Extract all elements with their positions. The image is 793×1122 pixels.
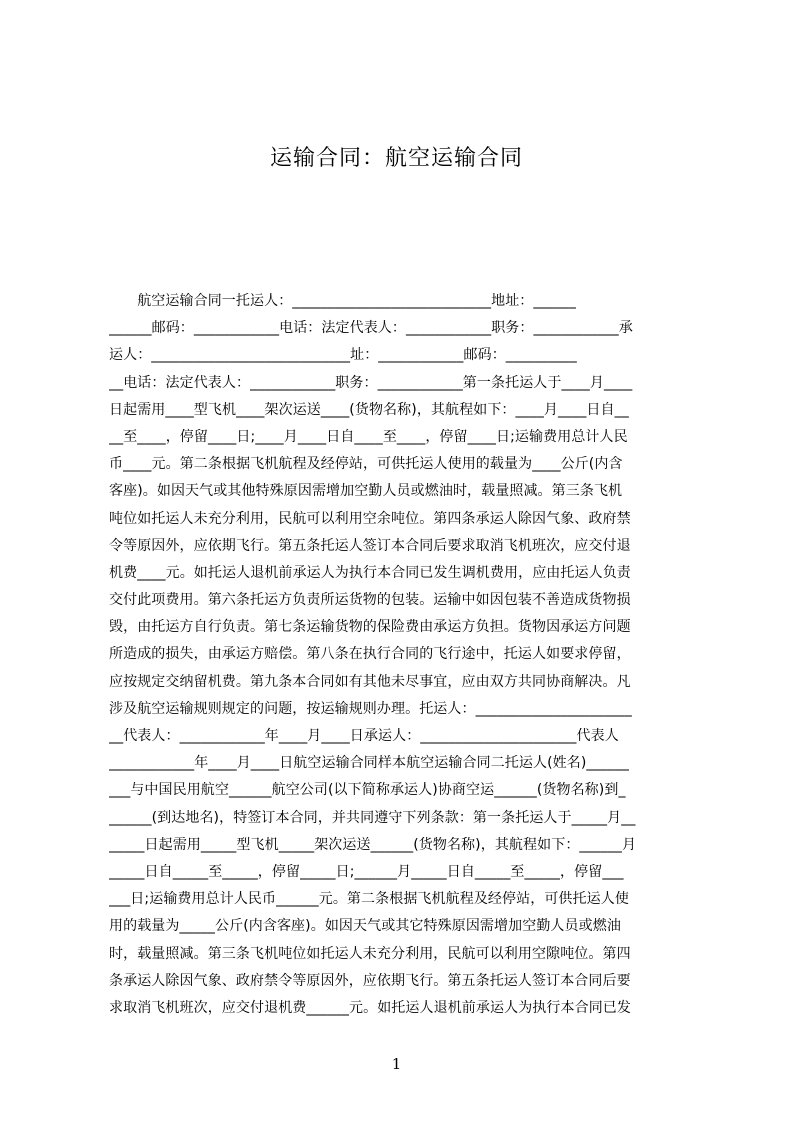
document-title: 运输合同：航空运输合同 bbox=[269, 146, 523, 171]
body-text-line: 条承运人除因气象、政府禁令等原因外，应依期飞行。第五条托运人签订本合同后要 bbox=[109, 972, 631, 989]
body-text-line: 吨位如托运人未充分利用，民航可以利用空余吨位。第四条承运人除因气象、政府禁 bbox=[109, 510, 631, 527]
body-text-line: ___日;运输费用总计人民币______元。第二条根据飞机航程及经停站，可供托运人使 bbox=[109, 891, 629, 908]
body-text-line: 所造成的损失，由承运方赔偿。第八条在执行合同的飞行途中，托运人如要求停留， bbox=[109, 646, 631, 663]
body-text-line: __代表人：____________年____月____日承运人：______________________代表人 bbox=[109, 728, 619, 744]
body-text-line: 日起需用____型飞机____架次运送____(货物名称)，其航程如下：____月____日自__ bbox=[109, 401, 629, 418]
body-text-line: 毁，由托运方自行负责。第七条运输货物的保险费由承运方负担。货物因承运方问题 bbox=[109, 619, 631, 636]
body-text-line: 航空运输合同一托运人：____________________________地址：______ bbox=[109, 293, 576, 309]
body-text-line: 运人：____________________________址：____________邮码：__________ bbox=[109, 347, 577, 364]
body-text-line: 交付此项费用。第六条托运方负责所运货物的包装。运输中如因包装不善造成货物损 bbox=[109, 592, 631, 609]
body-text-line: 时，载量照减。第三条飞机吨位如托运人未充分利用，民航可以利用空隙吨位。第四 bbox=[109, 945, 631, 962]
body-text-line: __至____，停留____日;____月____日自____至____，停留____日;运输费用总计人民 bbox=[109, 428, 628, 445]
body-text-line: ____________年____月____日航空运输合同样本航空运输合同二托运人(姓名)______ bbox=[109, 755, 630, 772]
body-text-line: ______邮码：____________电话：法定代表人：____________职务：____________承 bbox=[109, 320, 633, 337]
body-text-line: ______(到达地名)，特签订本合同，并共同遵守下列条款：第一条托运人于_____月__ bbox=[109, 809, 636, 826]
body-text-line: _____日起需用_____型飞机_____架次运送______(货物名称)，其航程如下：______月 bbox=[109, 836, 637, 853]
body-text-line: 令等原因外，应依期飞行。第五条托运人签订本合同后要求取消飞机班次，应交付退 bbox=[109, 537, 631, 554]
body-text-line: 用的载量为_____公斤(内含客座)。如因天气或其它特殊原因需增加空勤人员或燃油 bbox=[109, 918, 621, 935]
body-text-line: 机费____元。如托运人退机前承运人为执行本合同已发生调机费用，应由托运人负责 bbox=[109, 564, 631, 581]
body-text-line: 币____元。第二条根据飞机航程及经停站，可供托运人使用的载量为____公斤(内含 bbox=[109, 456, 623, 473]
body-text-line: 涉及航空运输规则规定的问题，按运输规则办理。托运人：______________________ bbox=[109, 700, 632, 717]
body-text-line: 求取消飞机班次，应交付退机费______元。如托运人退机前承运人为执行本合同已发 bbox=[109, 999, 631, 1016]
body-text-line: _____日自_____至_____，停留_____日;______月_____日自_____至_____，停留___ bbox=[109, 863, 624, 880]
page-number: 1 bbox=[391, 1055, 402, 1073]
body-text-line: 客座)。如因天气或其他特殊原因需增加空勤人员或燃油时，载量照减。第三条飞机 bbox=[109, 483, 623, 500]
document-body bbox=[109, 288, 699, 1022]
body-text-line: 应按规定交纳留机费。第九条本合同如有其他未尽事宜，应由双方共同协商解决。凡 bbox=[109, 673, 631, 690]
body-text-line: __电话：法定代表人：____________职务：____________第一条托运人于____月____ bbox=[109, 374, 633, 391]
body-text-line: ___与中国民用航空______航空公司(以下简称承运人)协商空运______(货物名称)到_ bbox=[109, 782, 626, 799]
